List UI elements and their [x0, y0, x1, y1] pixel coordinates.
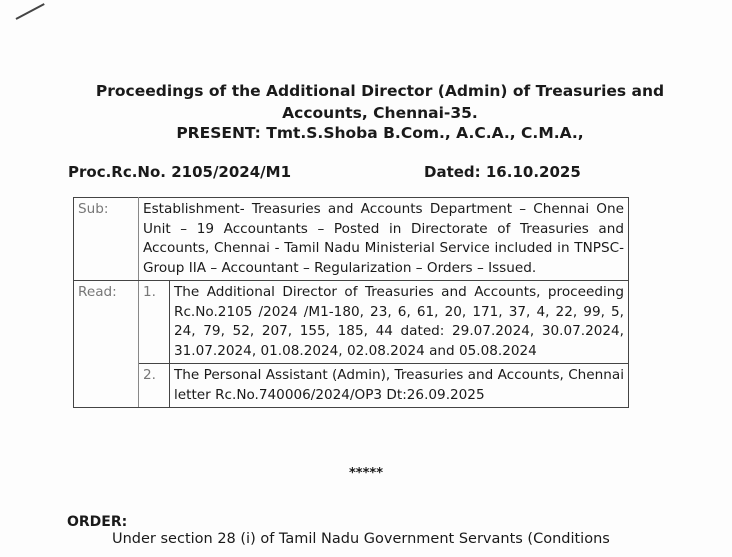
separator: *****	[349, 466, 383, 481]
read-label: Read:	[74, 281, 139, 408]
sub-row	[74, 198, 629, 281]
title-line-2: Accounts, Chennai-35.	[282, 104, 478, 122]
sub-text: Establishment- Treasuries and Accounts Department – Chennai One Unit – 19 Accountants – Posted in Directorate of Treasuries and Accounts, Chennai - Tamil Nadu Ministerial Service included in TNPSC-Group IIA – Accountant – Regularization – Orders – Issued.	[139, 198, 629, 281]
document-title	[0, 80, 732, 124]
pen-mark	[16, 3, 45, 20]
read-text: The Personal Assistant (Admin), Treasuries and Accounts, Chennai letter Rc.No.740006/2024/OP3 Dt:26.09.2025	[170, 364, 629, 408]
title-line-1: Proceedings of the Additional Director (Admin) of Treasuries and	[95, 82, 665, 100]
dated: Dated: 16.10.2025	[424, 163, 581, 181]
subject-reference-table	[73, 197, 629, 408]
read-text: The Additional Director of Treasuries and Accounts, proceeding Rc.No.2105 /2024 /M1-180, 23, 6, 61, 20, 171, 37, 4, 22, 99, 5, 24, 79, 52, 207, 155, 185, 44 dated: 29.07.2024, 30.07.2024, 31.07.2024, 01.08.2024, 02.08.2024 and 05.08.2024	[170, 281, 629, 364]
read-number: 2.	[139, 364, 170, 408]
read-row	[74, 364, 629, 408]
read-row	[74, 281, 629, 364]
order-heading: ORDER:	[67, 514, 128, 530]
sub-label: Sub:	[74, 198, 139, 281]
proceeding-number: Proc.Rc.No. 2105/2024/M1	[68, 163, 292, 181]
present-line: PRESENT: Tmt.S.Shoba B.Com., A.C.A., C.M.A.,	[176, 124, 584, 142]
order-paragraph: Under section 28 (i) of Tamil Nadu Government Servants (Conditions	[112, 531, 610, 547]
read-number: 1.	[139, 281, 170, 364]
